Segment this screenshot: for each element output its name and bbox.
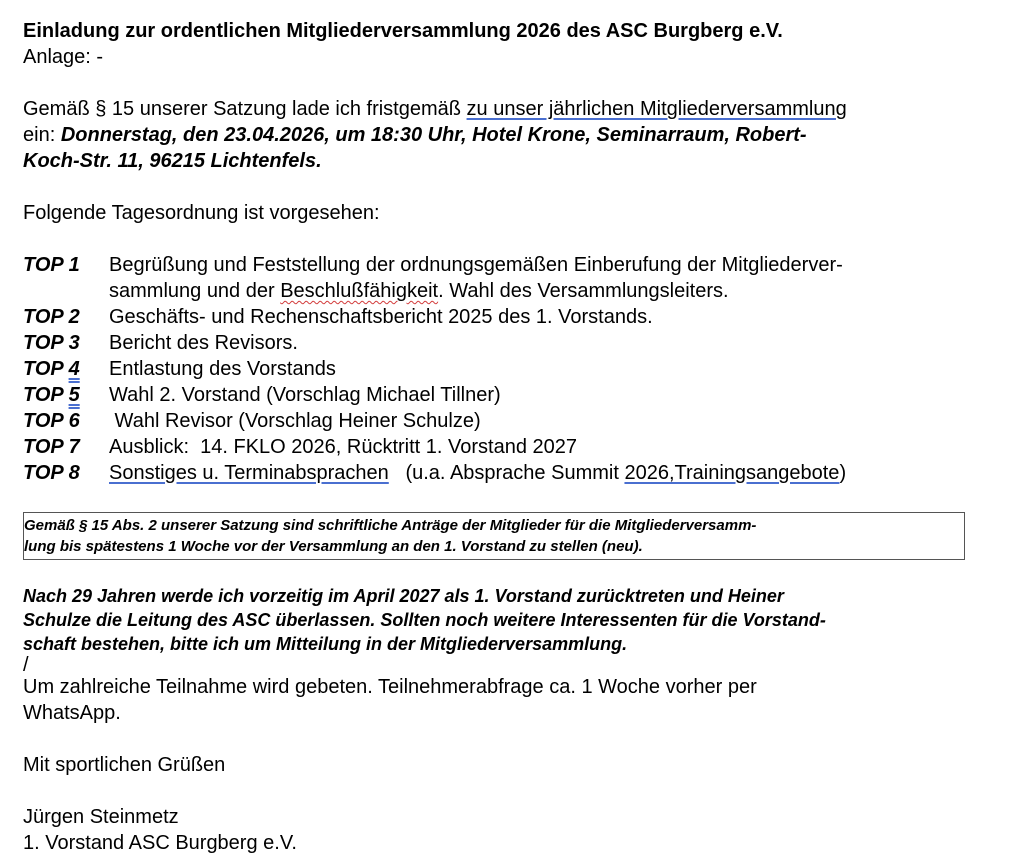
agenda-label: TOP 3 [23,332,80,354]
motion-deadline-note [23,512,965,560]
intro-line-2 [23,122,983,148]
participation-line: Um zahlreiche Teilnahme wird gebeten. Teilnehmerabfrage ca. 1 Woche vorher per [23,676,757,698]
intro-ein: ein: [23,124,61,146]
agenda-item-1-cont [23,278,983,304]
agenda-label: TOP 4 [23,358,80,380]
participation-line: WhatsApp. [23,702,121,724]
stray-slash: / [23,654,29,676]
announcement-line: schaft bestehen, bitte ich um Mitteilung in der Mitgliederversammlung. [23,634,628,654]
agenda-item-1 [23,252,983,278]
agenda-text: sammlung und der Beschlußfähigkeit. Wahl des Versammlungsleiters. [109,280,729,302]
agenda-label: TOP 1 [23,254,80,276]
agenda-label: TOP 5 [23,384,80,406]
note-line: lung bis spätestens 1 Woche vor der Versammlung an den 1. Vorstand zu stellen (neu). [24,538,643,555]
meeting-datetime-location: Donnerstag, den 23.04.2026, um 18:30 Uhr, Hotel Krone, Seminarraum, Robert- [60,124,807,146]
agenda-text: Wahl 2. Vorstand (Vorschlag Michael Tillner) [109,384,501,406]
agenda-item-6 [23,408,983,434]
agenda-text: Wahl Revisor (Vorschlag Heiner Schulze) [109,410,481,432]
intro-line-1 [23,96,983,122]
agenda-text: Ausblick: 14. FKLO 2026, Rücktritt 1. Vorstand 2027 [109,436,578,458]
agenda-item-2 [23,304,983,330]
agenda-text: Bericht des Revisors. [109,332,298,354]
agenda-item-5 [23,382,983,408]
document-page [23,18,983,856]
agenda-list [23,252,983,486]
agenda-text: Sonstiges u. Terminabsprachen (u.a. Absprache Summit 2026,Trainingsangebote) [109,462,847,484]
note-line: Gemäß § 15 Abs. 2 unserer Satzung sind schriftliche Anträge der Mitglieder für die Mitgliederversamm- [24,517,757,534]
closing-greeting: Mit sportlichen Grüßen [23,754,226,776]
agenda-text: Begrüßung und Feststellung der ordnungsgemäßen Einberufung der Mitgliederver- [109,254,843,276]
agenda-text: Entlastung des Vorstands [109,358,336,380]
signature-name: Jürgen Steinmetz [23,806,179,828]
announcement-line: Schulze die Leitung des ASC überlassen. Sollten noch weitere Interessenten für die Vorstand- [23,610,826,630]
intro-text: Gemäß § 15 unserer Satzung lade ich fristgemäß [23,98,467,120]
agenda-label: TOP 8 [23,462,80,484]
attachment-line: Anlage: - [23,46,104,68]
agenda-label: TOP 2 [23,306,80,328]
document-title: Einladung zur ordentlichen Mitgliederversammlung 2026 des ASC Burgberg e.V. [23,20,783,42]
spellcheck-word: Beschlußfähigkeit [280,280,439,302]
agenda-item-7 [23,434,983,460]
announcement-line: Nach 29 Jahren werde ich vorzeitig im April 2027 als 1. Vorstand zurücktreten und Heiner [23,586,784,606]
agenda-label: TOP 7 [23,436,80,458]
agenda-text: Geschäfts- und Rechenschaftsbericht 2025 des 1. Vorstands. [109,306,653,328]
agenda-intro: Folgende Tagesordnung ist vorgesehen: [23,202,380,224]
meeting-address: Koch-Str. 11, 96215 Lichtenfels. [23,150,322,172]
signature-role: 1. Vorstand ASC Burgberg e.V. [23,832,297,854]
agenda-item-8 [23,460,983,486]
agenda-label: TOP 6 [23,410,80,432]
intro-underlined-text: zu unser jährlichen Mitgliederversammlung [466,98,847,120]
agenda-item-4 [23,356,983,382]
agenda-item-3 [23,330,983,356]
